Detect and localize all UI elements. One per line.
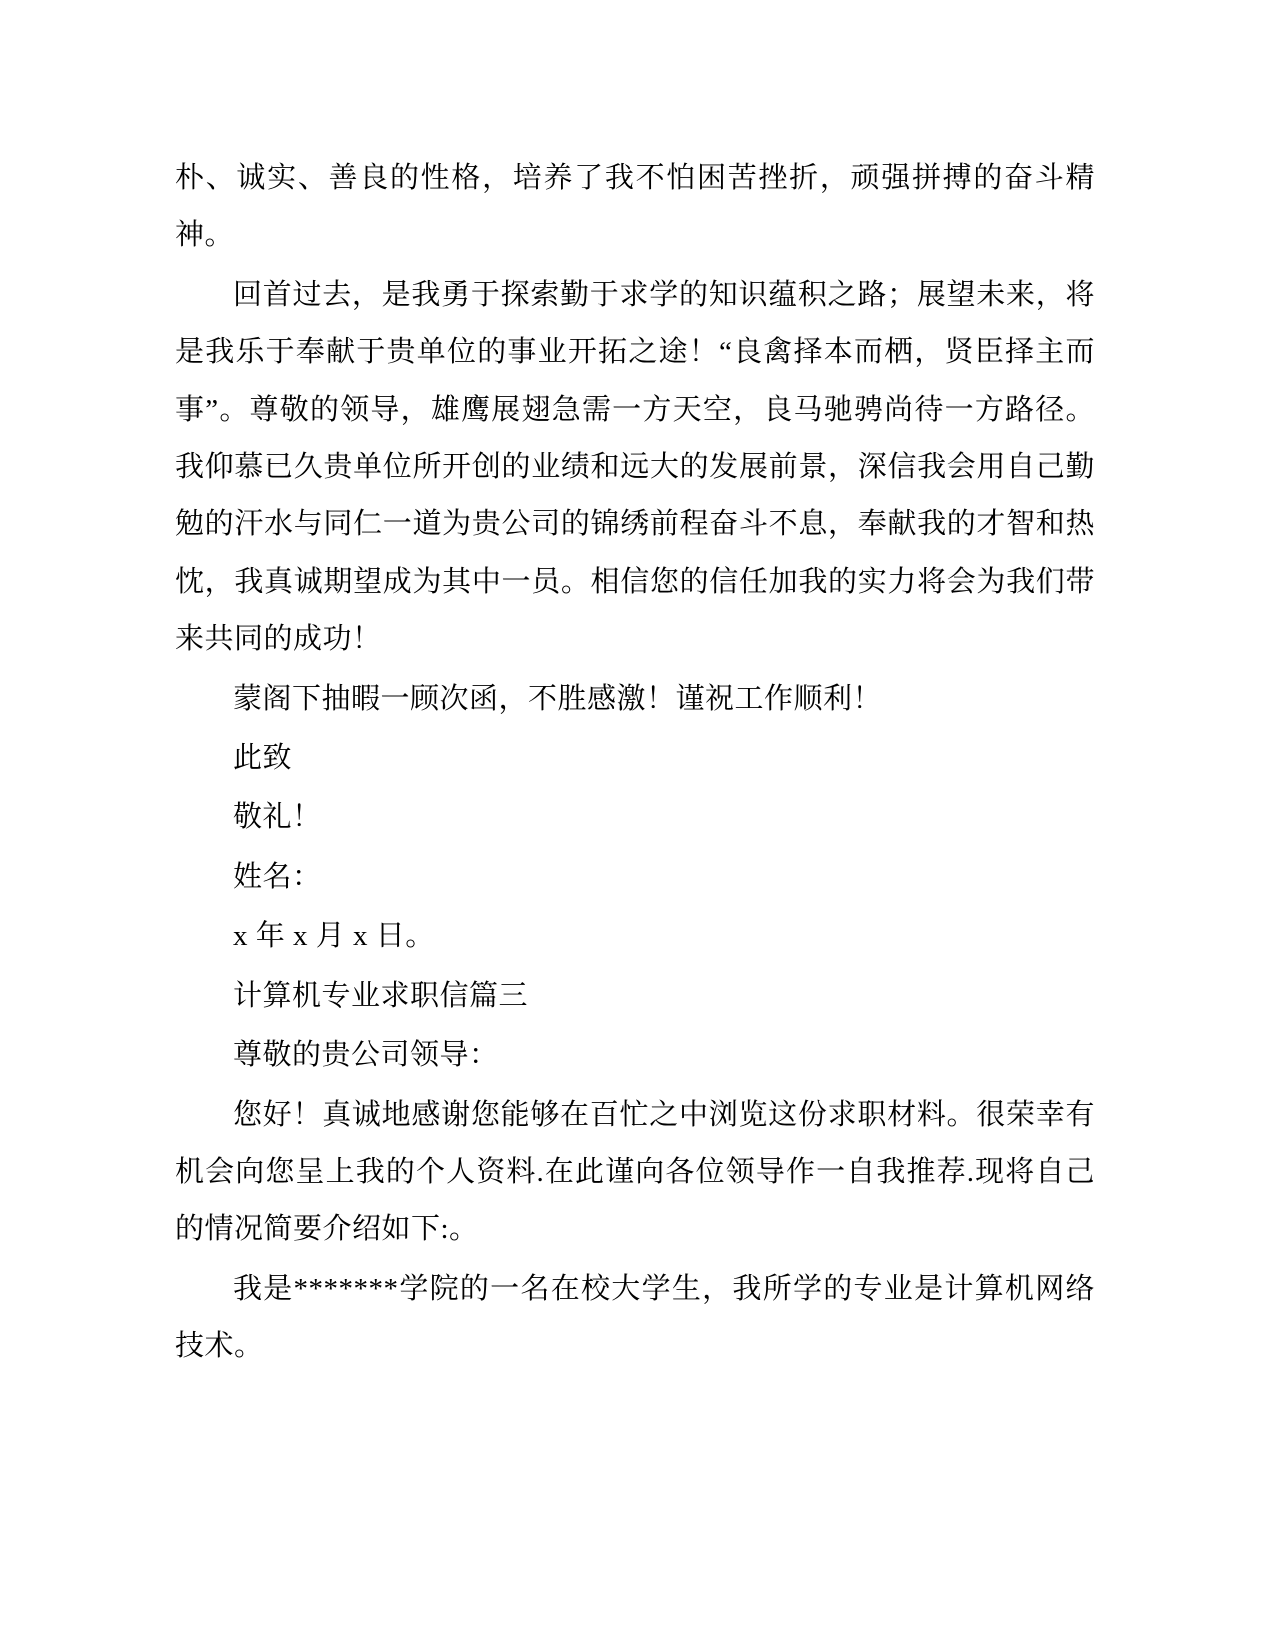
paragraph-self-introduction: 我是*******学院的一名在校大学生，我所学的专业是计算机网络技术。 [175, 1272, 1095, 1363]
paragraph-closing-cizhi: 此致 [233, 742, 293, 775]
paragraph-closing-jingli: 敬礼！ [233, 801, 322, 834]
document-body [175, 150, 1095, 1376]
paragraph-thanks: 蒙阁下抽暇一顾次函，不胜感激！谨祝工作顺利！ [233, 682, 883, 715]
paragraph-signature-date: x 年 x 月 x 日。 [233, 920, 435, 953]
paragraph-retrospect: 回首过去，是我勇于探索勤于求学的知识蕴积之路；展望未来，将是我乐于奉献于贵单位的事业开拓之途！“良禽择本而栖，贤臣择主而事”。尊敬的领导，雄鹰展翅急需一方天空，良马驰骋尚待一方路径。我仰慕已久贵单位所开创的业绩和远大的发展前景，深信我会用自己勤勉的汗水与同仁一道为贵公司的锦绣前程奋斗不息，奉献我的才智和热忱，我真诚期望成为其中一员。相信您的信任加我的实力将会为我们带来共同的成功！ [175, 278, 1095, 656]
paragraph-character: 朴、诚实、善良的性格，培养了我不怕困苦挫折，顽强拼搏的奋斗精神。 [175, 162, 1095, 252]
paragraph-signature-name: 姓名： [233, 860, 322, 893]
paragraph-salutation: 尊敬的贵公司领导： [233, 1039, 499, 1072]
paragraph-section-heading: 计算机专业求职信篇三 [233, 979, 529, 1012]
paragraph-greeting: 您好！真诚地感谢您能够在百忙之中浏览这份求职材料。很荣幸有机会向您呈上我的个人资料.在此谨向各位领导作一自我推荐.现将自己的情况简要介绍如下:。 [175, 1098, 1095, 1246]
